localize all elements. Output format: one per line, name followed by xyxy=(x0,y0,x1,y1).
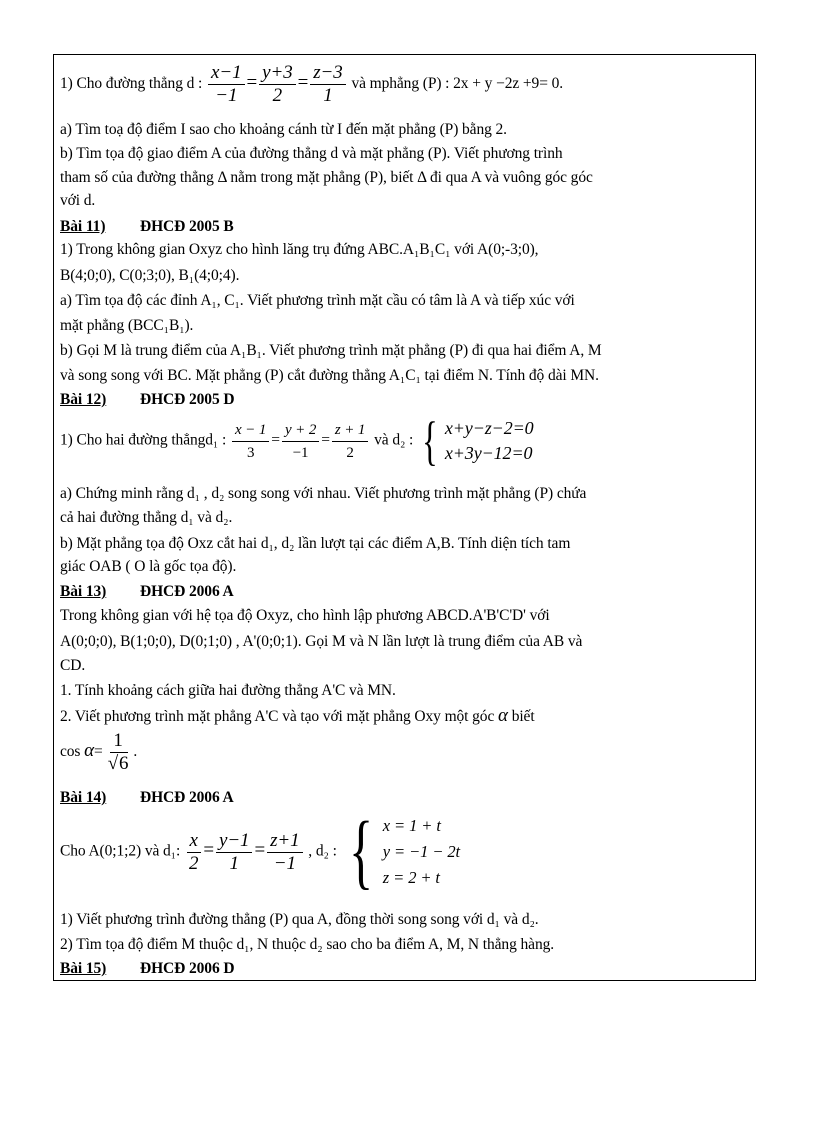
text-line: cả hai đường thẳng d₁ và d₂. xyxy=(60,509,233,526)
fraction: $\frac{y-1}{1}$ xyxy=(216,830,252,875)
problem-1-statement: 1) Cho đường thẳng d : $\frac{x-1}{-1}$ = $\frac{y+3}{2}$ = $\frac{z-3}{1}$ và mphẳng (P) : 2x + y −2z +9= 0. xyxy=(60,62,564,106)
fraction: $\frac{x-1}{-1}$ xyxy=(208,62,244,107)
text-line: 1) Viết phương trình đường thẳng (P) qua A, đồng thời song song với d₁ và d₂. xyxy=(60,911,539,928)
text-line: 2. Viết phương trình mặt phẳng A'C và tạo với mặt phẳng Oxy một góc α biết xyxy=(60,705,535,726)
fraction: $\frac{x}{2}$ xyxy=(186,830,201,875)
fraction: $\frac{y + 2}{-1}$ xyxy=(282,419,319,464)
text-line: Trong không gian với hệ tọa độ Oxyz, cho hình lập phương ABCD.A'B'C'D' với xyxy=(60,607,550,624)
equation-system: { x+y−z−2=0 x+3y−12=0 xyxy=(422,411,534,471)
text-line: CD. xyxy=(60,657,86,674)
text-line: 2) Tìm tọa độ điểm M thuộc d₁, N thuộc d₂ sao cho ba điểm A, M, N thẳng hàng. xyxy=(60,936,555,953)
text-line: và song song với BC. Mặt phẳng (P) cắt đường thẳng A₁C₁ tại điểm N. Tính độ dài MN. xyxy=(60,367,599,384)
fraction: $\frac{y+3}{2}$ xyxy=(259,62,295,107)
problem-12-statement: 1) Cho hai đường thẳngd₁ : $\frac{x - 1}{3}$ = $\frac{y + 2}{-1}$ = $\frac{z + 1}{2}$ và d₂ : { x+y−z−2=0 x+3y−12=0 xyxy=(60,411,534,471)
fraction: $\frac{1}{√6}$ xyxy=(107,730,129,774)
text-line: giác OAB ( O là gốc tọa độ). xyxy=(60,558,237,575)
section-heading-bai-11: Bài 11) ĐHCĐ 2005 B xyxy=(60,218,234,235)
text-line: mặt phẳng (BCC₁B₁). xyxy=(60,317,194,334)
fraction: $\frac{z + 1}{2}$ xyxy=(332,419,368,464)
section-heading-bai-12: Bài 12) ĐHCĐ 2005 D xyxy=(60,391,235,408)
fraction: $\frac{x - 1}{3}$ xyxy=(232,419,269,464)
section-heading-bai-15: Bài 15) ĐHCĐ 2006 D xyxy=(60,960,235,977)
text-line: tham số của đường thẳng Δ nằm trong mặt phẳng (P), biết Δ đi qua A và vuông góc góc xyxy=(60,169,593,186)
text-line: b) Tìm tọa độ giao điểm A của đường thẳng d và mặt phẳng (P). Viết phương trình xyxy=(60,145,563,162)
text-line: 1) Trong không gian Oxyz cho hình lăng trụ đứng ABC.A₁B₁C₁ với A(0;-3;0), xyxy=(60,241,539,258)
text-line: b) Mặt phẳng tọa độ Oxz cắt hai d₁, d₂ lần lượt tại các điểm A,B. Tính diện tích tam xyxy=(60,535,571,552)
text-line: với d. xyxy=(60,192,96,209)
equation-system: { x = 1 + t y = −1 − 2t z = 2 + t xyxy=(348,805,461,898)
text-line: a) Tìm toạ độ điểm I sao cho khoảng cánh từ I đến mặt phẳng (P) bằng 2. xyxy=(60,121,507,138)
text-line: a) Tìm tọa độ các đỉnh A₁, C₁. Viết phương trình mặt cầu có tâm là A và tiếp xúc với xyxy=(60,292,575,309)
fraction: $\frac{z+1}{-1}$ xyxy=(267,830,302,875)
text-line: 1. Tính khoảng cách giữa hai đường thẳng A'C và MN. xyxy=(60,682,396,699)
section-heading-bai-14: Bài 14) ĐHCĐ 2006 A xyxy=(60,789,234,806)
cos-formula: cos α= $\frac{1}{√6}$ . xyxy=(60,730,138,774)
problem-14-statement: Cho A(0;1;2) và d₁: $\frac{x}{2}$ = $\frac{y-1}{1}$ = $\frac{z+1}{-1}$ , d₂ : { x = 1 + t y = −1 − 2t z = 2 + t xyxy=(60,805,461,898)
text-line: a) Chứng minh rằng d₁ , d₂ song song với nhau. Viết phương trình mặt phẳng (P) chứa xyxy=(60,485,587,502)
section-heading-bai-13: Bài 13) ĐHCĐ 2006 A xyxy=(60,583,234,600)
text-line: B(4;0;0), C(0;3;0), B₁(4;0;4). xyxy=(60,267,240,284)
text-line: A(0;0;0), B(1;0;0), D(0;1;0) , A'(0;0;1). Gọi M và N lần lượt là trung điểm của AB và xyxy=(60,633,583,650)
fraction: $\frac{z-3}{1}$ xyxy=(310,62,345,107)
text-line: b) Gọi M là trung điểm của A₁B₁. Viết phương trình mặt phẳng (P) đi qua hai điểm A, M xyxy=(60,342,602,359)
